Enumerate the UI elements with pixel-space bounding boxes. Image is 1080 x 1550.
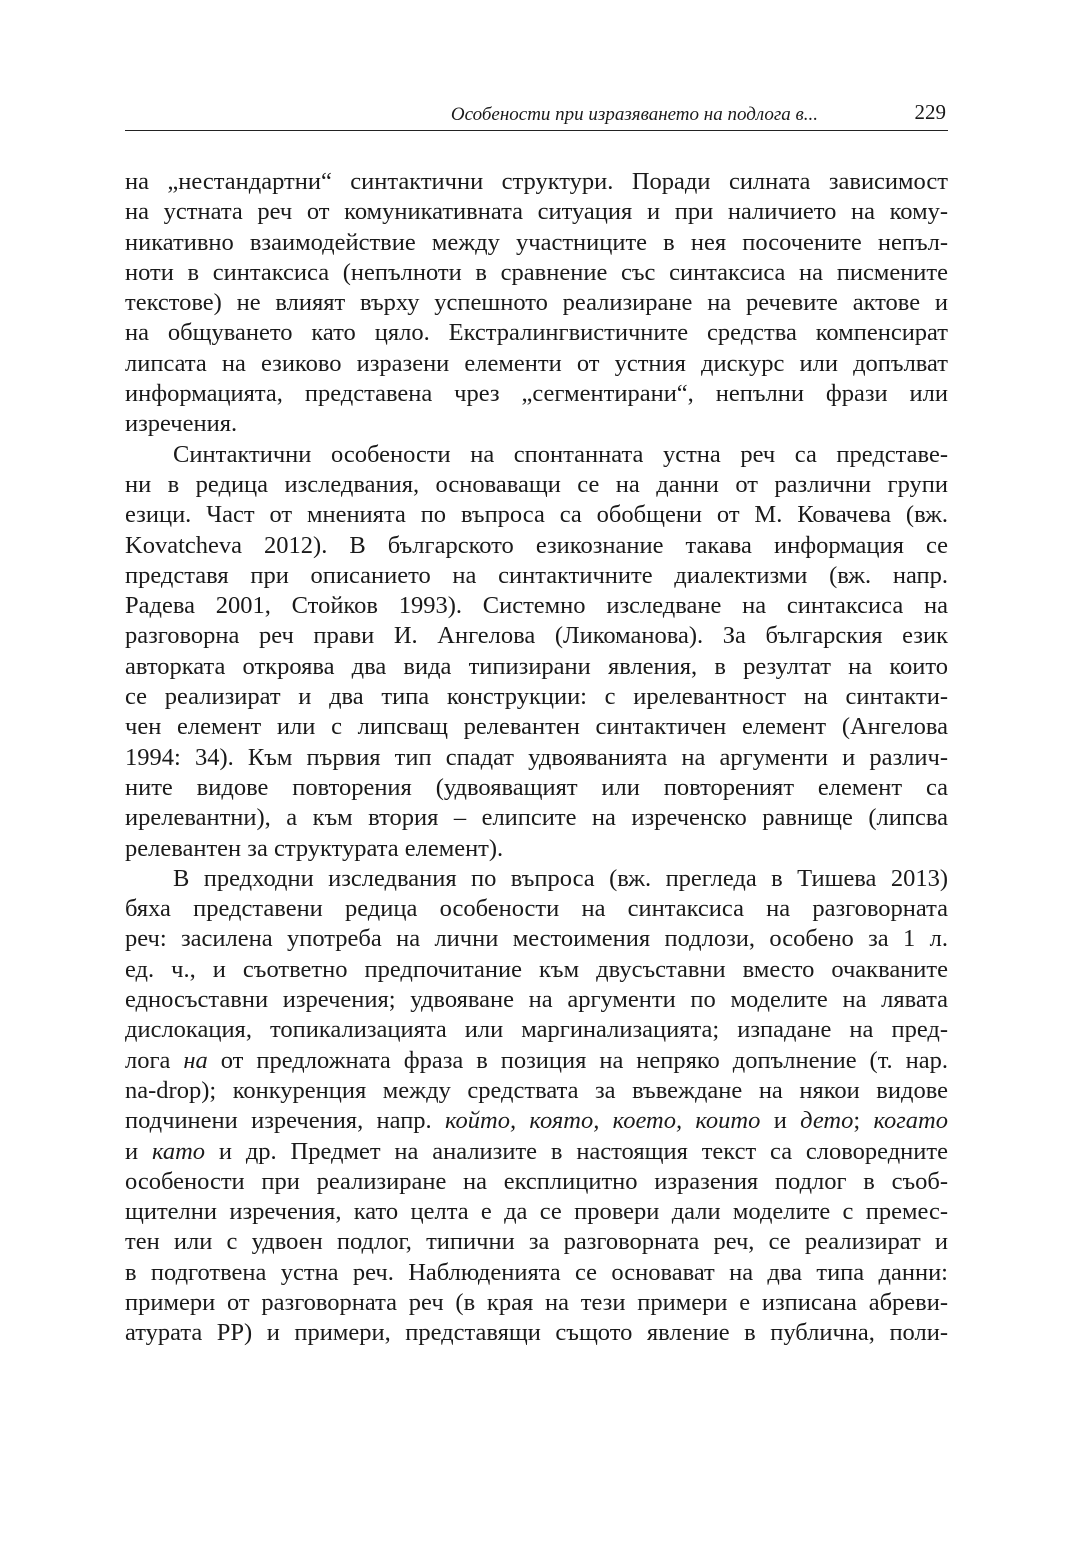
text-line: авторката откроява два вида типизирани явления, в резултат на които bbox=[125, 652, 948, 680]
text-line: тен или с удвоен подлог, типични за разговорната реч, се реализират и bbox=[125, 1228, 948, 1256]
text-line: липсата на езиково изразени елементи от устния дискурс или допълват bbox=[125, 349, 948, 377]
italic-word: като bbox=[151, 1137, 206, 1165]
running-header bbox=[125, 96, 948, 131]
text-line: чен елемент или с липсващ релевантен синтактичен елемент (Ангелова bbox=[125, 713, 948, 741]
text-line: ните видове повторения (удвояващият или повтореният елемент са bbox=[125, 773, 948, 801]
text-line: никативно взаимодействие между участниците в нея посочените непъл- bbox=[125, 228, 948, 256]
text-line: примери от разговорната реч (в края на тези примери е изписана абреви- bbox=[125, 1288, 948, 1316]
text-run: и bbox=[760, 1107, 801, 1135]
text-line: ноти в синтаксиса (непълноти в сравнение със синтаксиса на писмените bbox=[125, 258, 948, 286]
italic-word: на bbox=[183, 1046, 208, 1074]
text-line: особености при реализиране на експлицитно изразения подлог в съоб- bbox=[125, 1167, 948, 1195]
text-line: се реализират и два типа конструкции: с ирелевантност на синтакти- bbox=[125, 683, 948, 711]
text-run: подчинени изречения, напр. bbox=[125, 1107, 446, 1135]
italic-word: когато bbox=[873, 1107, 948, 1135]
text-line: едносъставни изречения; удвояване на аргументи по моделите на лявата bbox=[125, 986, 948, 1014]
text-line: щителни изречения, като целта е да се провери дали моделите с премес- bbox=[125, 1198, 948, 1226]
text-line: ед. ч., и съответно предпочитание към двусъставни вместо очакваните bbox=[125, 955, 948, 983]
text-line: атурата РР) и примери, представящи същото явление в публична, поли- bbox=[125, 1319, 948, 1347]
text-line: релевантен за структурата елемент). bbox=[125, 834, 504, 862]
text-line: разговорна реч прави И. Ангелова (Ликоманова). За българския език bbox=[125, 622, 948, 650]
text-line: Синтактични особености на спонтанната устна реч са представе- bbox=[173, 440, 948, 468]
text-line: на устната реч от комуникативната ситуация и при наличието на кому- bbox=[125, 198, 948, 226]
text-line: реч: засилена употреба на лични местоимения подлози, особено за 1 л. bbox=[125, 925, 948, 953]
text-line: изречения. bbox=[125, 410, 238, 438]
text-line: ирелевантни), а към втория – елипсите на изреченско равнище (липсва bbox=[125, 804, 948, 832]
text-line: информацията, представена чрез „сегментирани“, непълни фрази или bbox=[125, 380, 948, 408]
text-line: представя при описанието на синтактичните диалектизми (вж. напр. bbox=[125, 561, 948, 589]
text-line: езици. Част от мненията по въпроса са обобщени от М. Ковачева (вж. bbox=[125, 501, 948, 529]
body-text bbox=[125, 167, 948, 1349]
text-line: текстове) не влияят върху успешното реализиране на речевите актове и bbox=[125, 289, 948, 317]
text-run: и др. Предмет на анализите в настоящия текст са словоредните bbox=[205, 1137, 948, 1165]
text-line: дислокация, топикализацията или маргинализацията; изпадане на пред- bbox=[125, 1016, 948, 1044]
text-line-mixed bbox=[125, 1137, 948, 1167]
text-line: в подготвена устна реч. Наблюденията се основават на два типа данни: bbox=[125, 1258, 948, 1286]
text-line: 1994: 34). Към първия тип спадат удвояванията на аргументи и различ- bbox=[125, 743, 948, 771]
text-line: на общуването като цяло. Екстралингвистичните средства компенсират bbox=[125, 319, 948, 347]
text-line-mixed bbox=[125, 1106, 948, 1136]
text-line: Kovatcheva 2012). В българското езикознание такава информация се bbox=[125, 531, 948, 559]
text-line: на „нестандартни“ синтактични структури. Поради силната зависимост bbox=[125, 168, 948, 195]
text-run: ; bbox=[853, 1107, 874, 1135]
paragraph-2 bbox=[125, 440, 948, 864]
text-line: Радева 2001, Стойков 1993). Системно изследване на синтаксиса на bbox=[125, 592, 948, 620]
text-line: na-drop); конкуренция между средствата за въвеждане на някои видове bbox=[125, 1076, 948, 1104]
paragraph-1 bbox=[125, 167, 948, 440]
paragraph-3 bbox=[125, 864, 948, 1349]
italic-word: който, която, което, които bbox=[445, 1107, 761, 1135]
italic-word: дето bbox=[800, 1107, 854, 1135]
text-line: ни в редица изследвания, основаващи се на данни от различни групи bbox=[125, 470, 948, 498]
text-run: лога bbox=[125, 1046, 184, 1074]
text-run: и bbox=[125, 1137, 152, 1165]
text-line-mixed bbox=[125, 1046, 948, 1076]
text-line: бяха представени редица особености на синтаксиса на разговорната bbox=[125, 895, 948, 923]
text-line: В предходни изследвания по въпроса (вж. прегледа в Тишева 2013) bbox=[173, 864, 948, 892]
page-number: 229 bbox=[914, 100, 946, 124]
text-run: от предложната фраза в позиция на непряко допълнение (т. нар. bbox=[207, 1046, 949, 1074]
running-title: Особености при изразяването на подлога в... bbox=[450, 104, 818, 125]
